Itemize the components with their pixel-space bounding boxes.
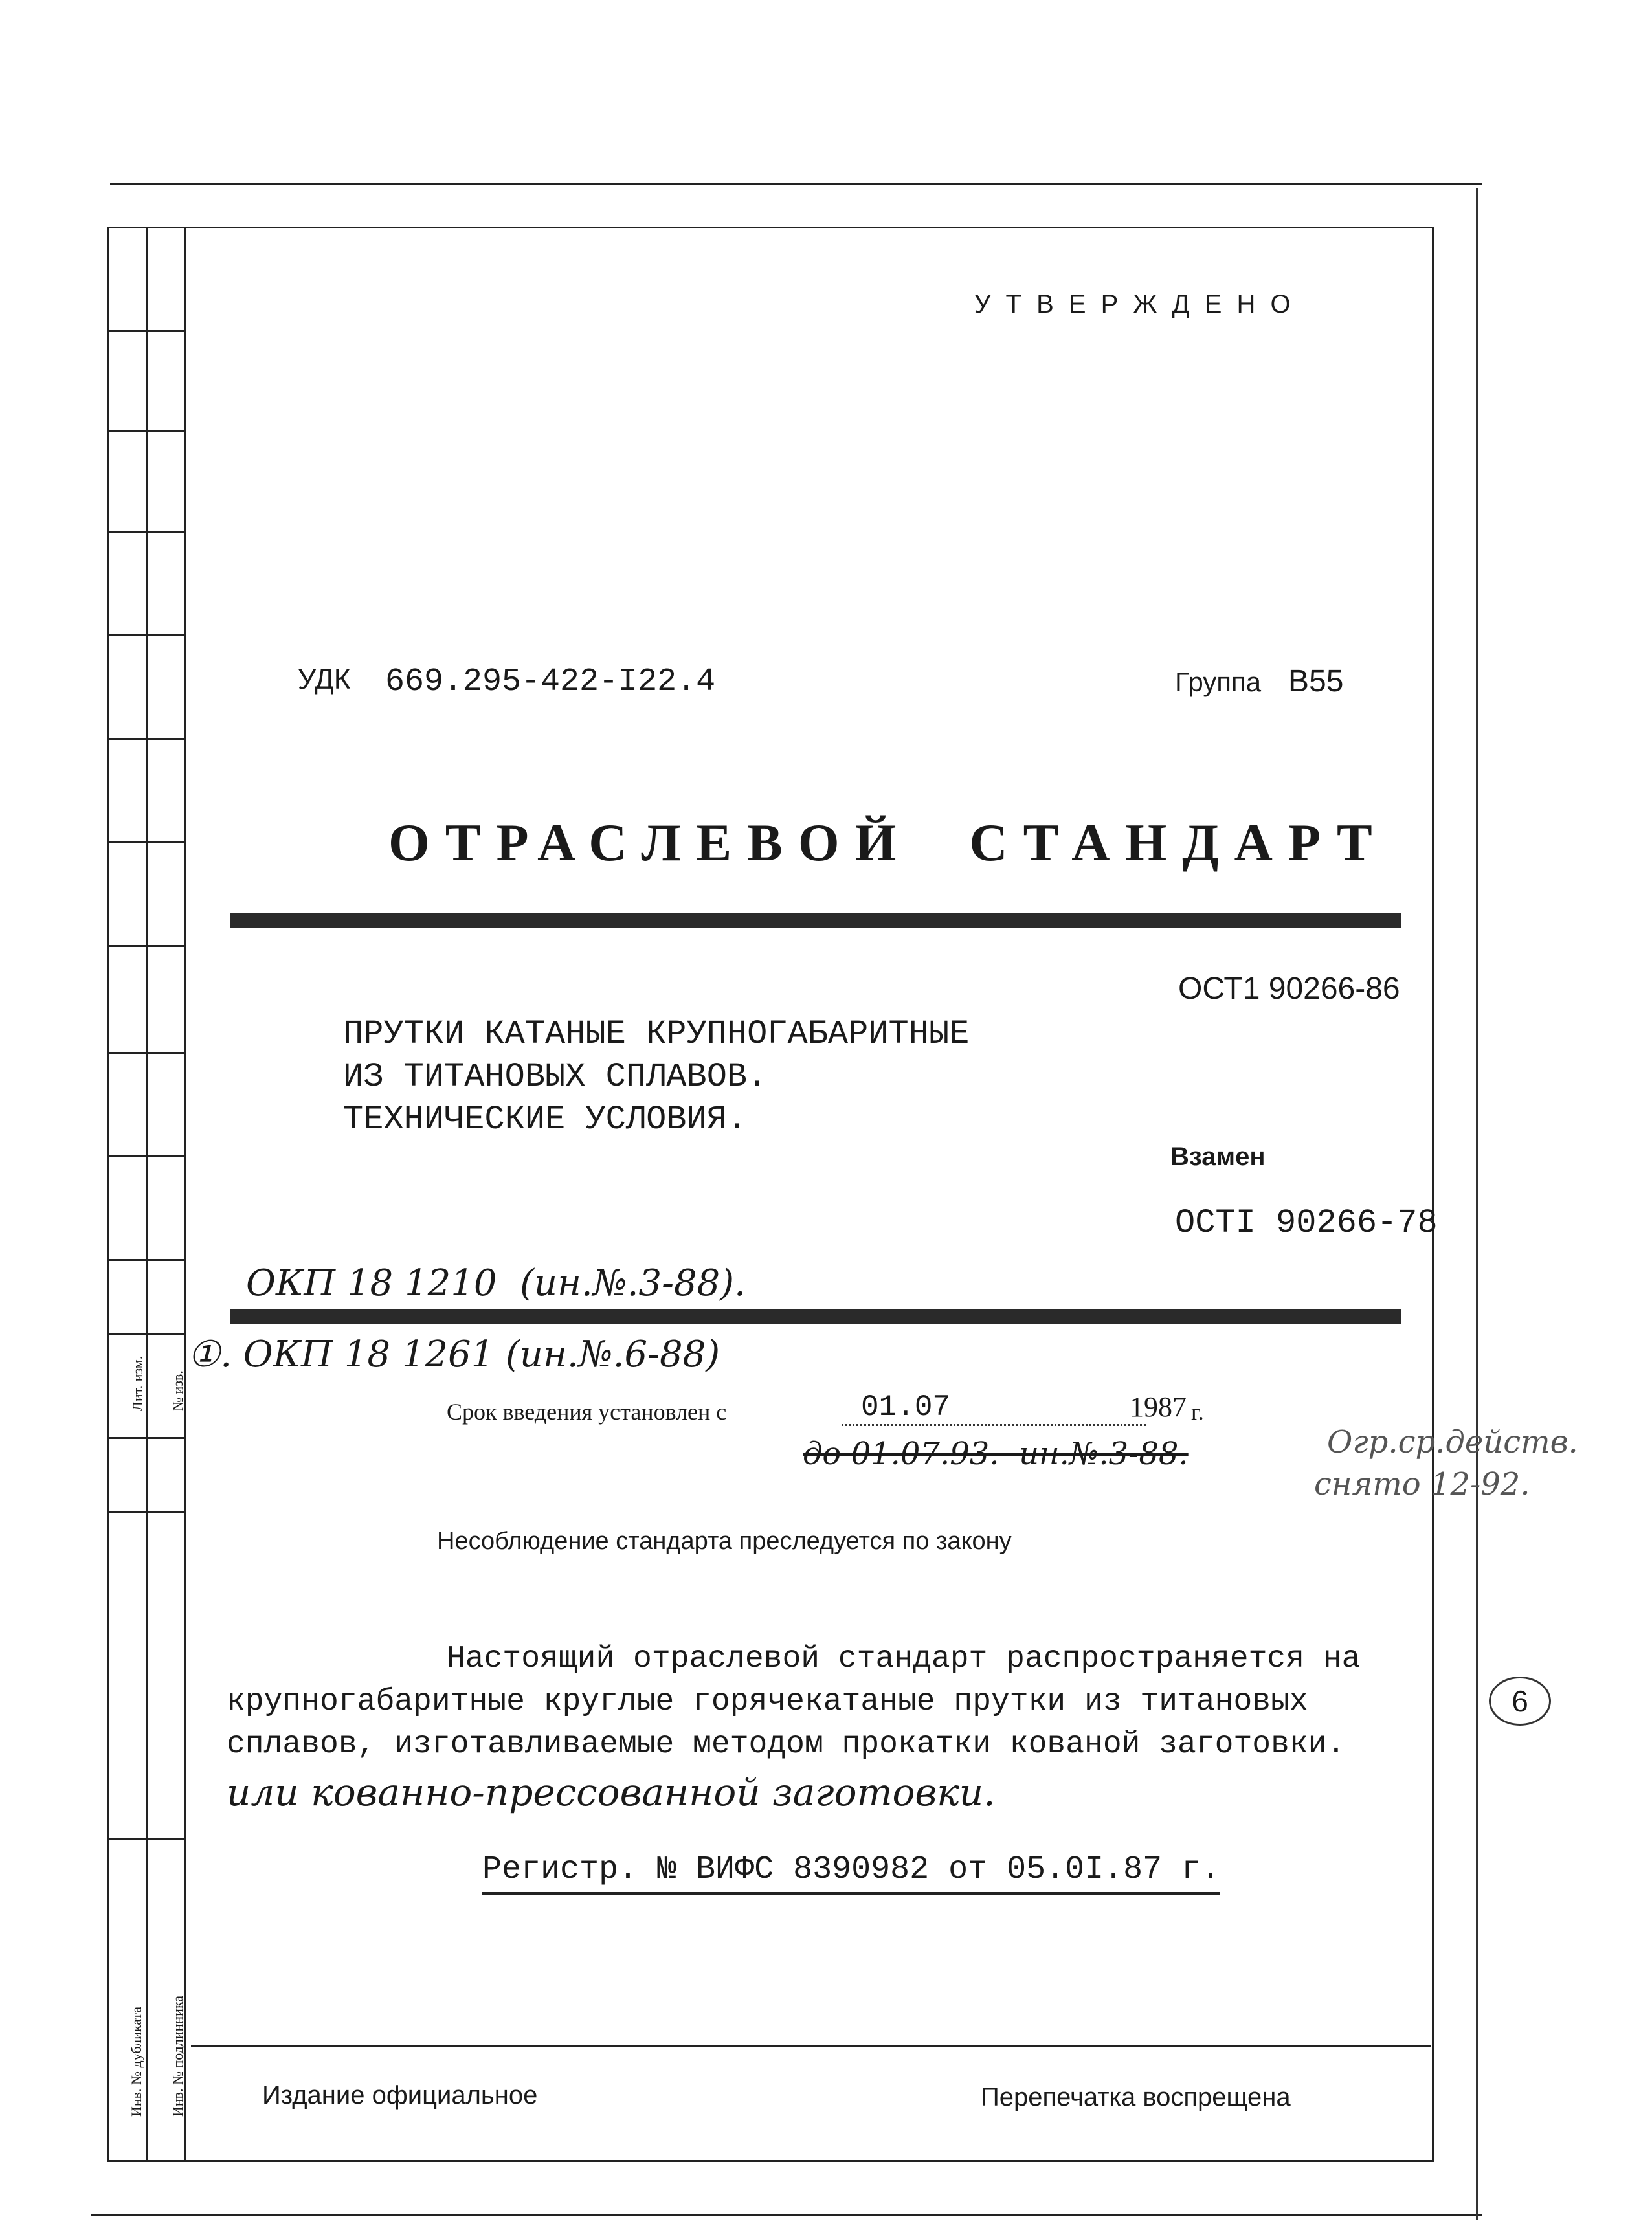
margin-note-1: Огр.ср.действ. [1327,1424,1578,1460]
margin-tick [107,1838,186,1840]
approval-stamp: У Т В Е Р Ж Д Е Н О [974,290,1295,318]
margin-tick [107,738,186,740]
penalty-note: Несоблюдение стандарта преследуется по закону [437,1528,1012,1555]
udk-number: 669.295-422-I22.4 [385,663,716,700]
effective-label: Срок введения установлен с [447,1399,727,1425]
effective-suffix: г. [1191,1399,1204,1425]
scope-paragraph: Настоящий отраслевой стандарт распространяется на крупногабаритные круглые горячекатаные прутки из титановых сплавов, изготавливаемые методом прокатки кованой заготовки. [227,1642,1361,1762]
margin-tick [107,841,186,843]
margin-tick [107,634,186,636]
margin-label-no-izv: № изв. [170,1370,186,1411]
margin-tick [107,1155,186,1157]
margin-tick [107,330,186,332]
udk-label: УДК [298,663,351,695]
standard-type-heading: ОТРАСЛЕВОЙ СТАНДАРТ [388,813,1388,872]
bottom-rule [91,2214,1482,2216]
margin-tick [107,1511,186,1513]
margin-tick [107,1259,186,1261]
margin-tick [107,1052,186,1054]
effective-date: 01.07 [842,1390,1146,1426]
margin-label-lit-izm: Лит. изм. [129,1355,146,1411]
margin-column-divider [146,227,148,2162]
okp-rule [230,1309,1401,1324]
margin-note-2: снято 12-92. [1314,1466,1530,1502]
title-line: ПРУТКИ КАТАНЫЕ КРУПНОГАБАРИТНЫЕ [343,1015,970,1053]
group-label: Группа [1175,667,1262,697]
right-edge-rule [1476,188,1478,2220]
scope-handwritten-addition: или кованно-прессованной заготовки. [227,1770,996,1814]
group-code: В55 [1288,664,1344,698]
standard-designation: ОСТ1 90266-86 [1178,972,1400,1006]
okp-code-2: ①. ОКП 18 1261 (ин.№.6-88) [188,1333,720,1376]
margin-tick [107,430,186,432]
footer-reprint-prohibited: Перепечатка воспрещена [981,2083,1291,2111]
validity-struck: до 01.07.93. ин.№.3-88. [803,1436,1189,1472]
margin-tick [107,531,186,533]
registration: Регистр. № ВИФС 8390982 от 05.0I.87 г. [482,1851,1220,1895]
top-rule [110,183,1482,185]
page-number-circled: 6 [1489,1677,1551,1726]
replaces-label: Взамен [1170,1142,1266,1171]
footer-rule [191,2045,1431,2047]
heading-rule [230,913,1401,928]
replaces-value: ОСТI 90266-78 [1175,1204,1438,1242]
margin-tick [107,1333,186,1335]
margin-label-inv-dubl: Инв. № дубликата [128,2006,144,2117]
footer-official-edition: Издание официальное [262,2081,538,2110]
margin-label-inv-podl: Инв. № подлинника [170,1995,186,2117]
standard-title [343,1013,969,1141]
effective-year: 1987 [1130,1391,1187,1423]
margin-tick [107,945,186,947]
title-line: ТЕХНИЧЕСКИЕ УСЛОВИЯ. [343,1100,748,1139]
title-line: ИЗ ТИТАНОВЫХ СПЛАВОВ. [343,1058,768,1096]
okp-code-1: ОКП 18 1210 (ин.№.3-88). [246,1262,746,1304]
margin-tick [107,1437,186,1439]
